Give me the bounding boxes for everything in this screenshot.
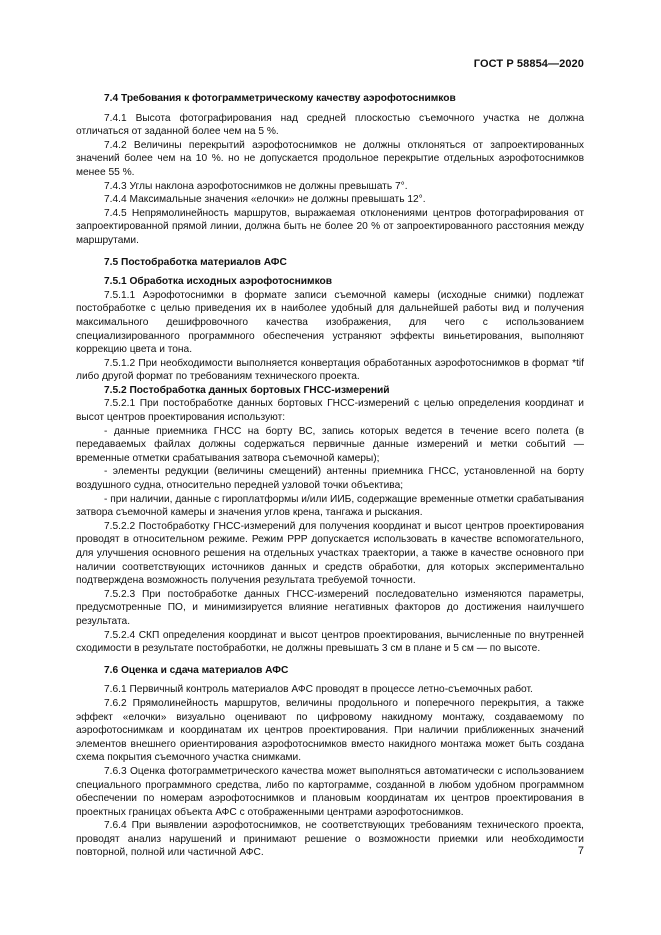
section-heading: 7.5 Постобработка материалов АФС [104,256,287,268]
paragraph: 7.5.1.1 Аэрофотоснимки в формате записи съемочной камеры (исходные снимки) подлежат постобработке с целью приведения их в наиболее удобный для дальнейшей работы вид и получения максимального дешифровочного качества изображения, для чего с использованием специализированного программного обеспечения устраняют эффекты виньетирования, выполняют коррекцию цвета и тона. [76,289,584,356]
subsection-heading: 7.5.2 Постобработка данных бортовых ГНСС-измерений [104,384,390,396]
paragraph: 7.4.2 Величины перекрытий аэрофотоснимков не должны отклоняться от запроектированных значений более чем на 10 %. но не допускается продольное перекрытие отдельных аэрофотоснимков менее 55 %. [76,139,584,178]
paragraph: 7.5.2.2 Постобработку ГНСС-измерений для получения координат и высот центров проектирования проводят в относительном режиме. Режим PPP допускается использовать в качестве вспомогательного, для улучшения основного решения на отдельных участках траектории, а также в качестве основного при наличии соответствующих источников данных и средств обработки, для которых экспериментально подтверждена возможность получения результата требуемой точности. [76,520,584,587]
standard-number: ГОСТ Р 58854—2020 [473,58,584,70]
paragraph: 7.5.1.2 При необходимости выполняется конвертация обработанных аэрофотоснимков в формат *tif либо другой формат по требованиям технического проекта. [76,357,584,383]
spacer [76,248,584,256]
paragraph: 7.4.4 Максимальные значения «елочки» не должны превышать 12°. [104,194,426,206]
paragraph: 7.5.2.1 При постобработке данных бортовых ГНСС-измерений с целью определения координат и высот центров проектирования используют: [76,398,584,424]
spacer [76,656,584,664]
paragraph: 7.4.5 Непрямолинейность маршрутов, выражаемая отклонениями центров фотографирования от запроектированной прямой линии, должна быть не более 20 % от запроектированного расстояния между маршрутами. [76,207,584,246]
paragraph: 7.5.2.3 При постобработке данных ГНСС-измерений последовательно изменяются параметры, предусмотренные ПО, и минимизируется влияние негативных факторов до достижения наилучшего результата. [76,588,584,627]
section-heading: 7.4 Требования к фотограмметрическому качеству аэрофотоснимков [104,93,456,104]
paragraph: - данные приемника ГНСС на борту ВС, запись которых ведется в течение всего полета (в передаваемых файлах должны содержаться первичные данные измерений и метки событий — временные отметки срабатывания затвора съемочной камеры); [76,425,584,464]
paragraph: 7.4.3 Углы наклона аэрофотоснимков не должны превышать 7°. [104,180,408,192]
document-body [76,92,584,860]
section-heading: 7.6 Оценка и сдача материалов АФС [104,664,289,676]
paragraph: 7.5.2.4 СКП определения координат и высот центров проектирования, вычисленные по внутренней сходимости в результате постобработки, не должны превышать 3 см в плане и 5 см — по высоте. [76,629,584,655]
paragraph: - при наличии, данные с гироплатформы и/или ИИБ, содержащие временные отметки срабатывания затвора съемочной камеры и значения углов крена, тангажа и рыскания. [76,493,584,519]
paragraph: 7.4.1 Высота фотографирования над средней плоскостью съемочного участка не должна отличаться от заданной более чем на 5 %. [76,112,584,138]
paragraph: 7.6.1 Первичный контроль материалов АФС проводят в процессе летно-съемочных работ. [104,684,533,696]
page-number: 7 [577,845,584,857]
subsection-heading: 7.5.1 Обработка исходных аэрофотоснимков [104,276,333,288]
paragraph: 7.6.3 Оценка фотограмметрического качества может выполняться автоматически с использованием специального программного средства, либо по картограмме, созданной в любом удобном программном обеспечении по номерам аэрофотоснимков и плановым координатам их центров проектирования в проектных границах объекта АФС с отображенными центрами аэрофотоснимков. [76,765,584,818]
paragraph: 7.6.4 При выявлении аэрофотоснимков, не соответствующих требованиям технического проекта, проводят анализ нарушений и принимают решение о возможности приемки или необходимости повторной, полной или частичной АФС. [76,820,584,859]
paragraph: 7.6.2 Прямолинейность маршрутов, величины продольного и поперечного перекрытия, а также эффект «елочки» визуально оценивают по цифровому накидному монтажу, создаваемому по аэрофотоснимкам и координатам их центров проектирования. При наличии приближенных значений элементов внешнего ориентирования аэрофотоснимков вместо накидного монтажа может быть создана схема покрытия съемочного участка снимками. [76,697,584,764]
paragraph: - элементы редукции (величины смещений) антенны приемника ГНСС, установленной на борту воздушного судна, относительно передней узловой точки объектива; [76,466,584,492]
